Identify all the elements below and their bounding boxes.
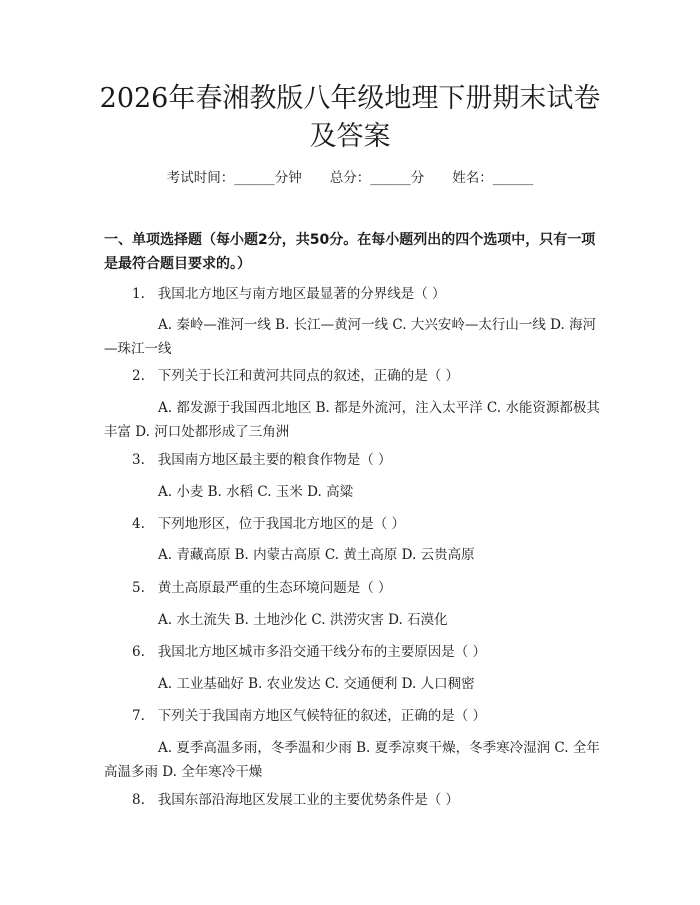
exam-title: 2026年春湘教版八年级地理下册期末试卷及答案: [99, 83, 601, 152]
question-5: [132, 576, 602, 600]
question-stem: 下列关于长江和黄河共同点的叙述，正确的是（ ）: [157, 368, 460, 384]
question-7: [132, 704, 602, 728]
question-number: 2.: [132, 368, 145, 384]
question-stem: 我国南方地区最主要的粮食作物是（ ）: [157, 452, 392, 468]
exam-time-field: 考试时间：______分钟: [166, 170, 302, 186]
question-number: 6.: [132, 644, 145, 660]
exam-meta: [0, 168, 700, 188]
question-1-options: A. 秦岭—淮河一线 B. 长江—黄河一线 C. 大兴安岭—太行山一线 D. 海河—珠江一线: [104, 317, 597, 357]
question-8: [132, 788, 602, 812]
question-stem: 下列地形区，位于我国北方地区的是（ ）: [157, 516, 406, 532]
question-6: [132, 640, 602, 664]
question-1: [132, 282, 602, 306]
question-3-options: A. 小麦 B. 水稻 C. 玉米 D. 高粱: [158, 484, 354, 500]
question-number: 8.: [132, 792, 145, 808]
question-7-options: A. 夏季高温多雨，冬季温和少雨 B. 夏季凉爽干燥，冬季寒冷湿润 C. 全年高温多雨 D. 全年寒冷干燥: [104, 740, 600, 780]
exam-score-field: 总分：______分: [329, 170, 425, 186]
question-number: 5.: [132, 580, 145, 596]
question-number: 7.: [132, 708, 145, 724]
question-stem: 我国东部沿海地区发展工业的主要优势条件是（ ）: [157, 792, 460, 808]
section-heading: 一、单项选择题（每小题2分，共50分。在每小题列出的四个选项中，只有一项是最符合题目要求的。）: [104, 232, 596, 272]
question-stem: 下列关于我国南方地区气候特征的叙述，正确的是（ ）: [157, 708, 487, 724]
question-4: [132, 512, 602, 536]
question-2: [132, 364, 602, 388]
question-6-options: A. 工业基础好 B. 农业发达 C. 交通便利 D. 人口稠密: [158, 676, 475, 692]
question-number: 4.: [132, 516, 145, 532]
question-stem: 我国北方地区城市多沿交通干线分布的主要原因是（ ）: [157, 644, 487, 660]
question-number: 1.: [132, 286, 145, 302]
question-stem: 黄土高原最严重的生态环境问题是（ ）: [157, 580, 392, 596]
question-3: [132, 448, 602, 472]
student-name-field: 姓名：______: [452, 170, 534, 186]
question-4-options: A. 青藏高原 B. 内蒙古高原 C. 黄土高原 D. 云贵高原: [158, 547, 475, 563]
question-stem: 我国北方地区与南方地区最显著的分界线是（ ）: [157, 286, 446, 302]
question-number: 3.: [132, 452, 145, 468]
question-5-options: A. 水土流失 B. 土地沙化 C. 洪涝灾害 D. 石漠化: [158, 612, 448, 628]
question-2-options: A. 都发源于我国西北地区 B. 都是外流河，注入太平洋 C. 水能资源都极其丰富 D. 河口处都形成了三角洲: [104, 400, 600, 440]
